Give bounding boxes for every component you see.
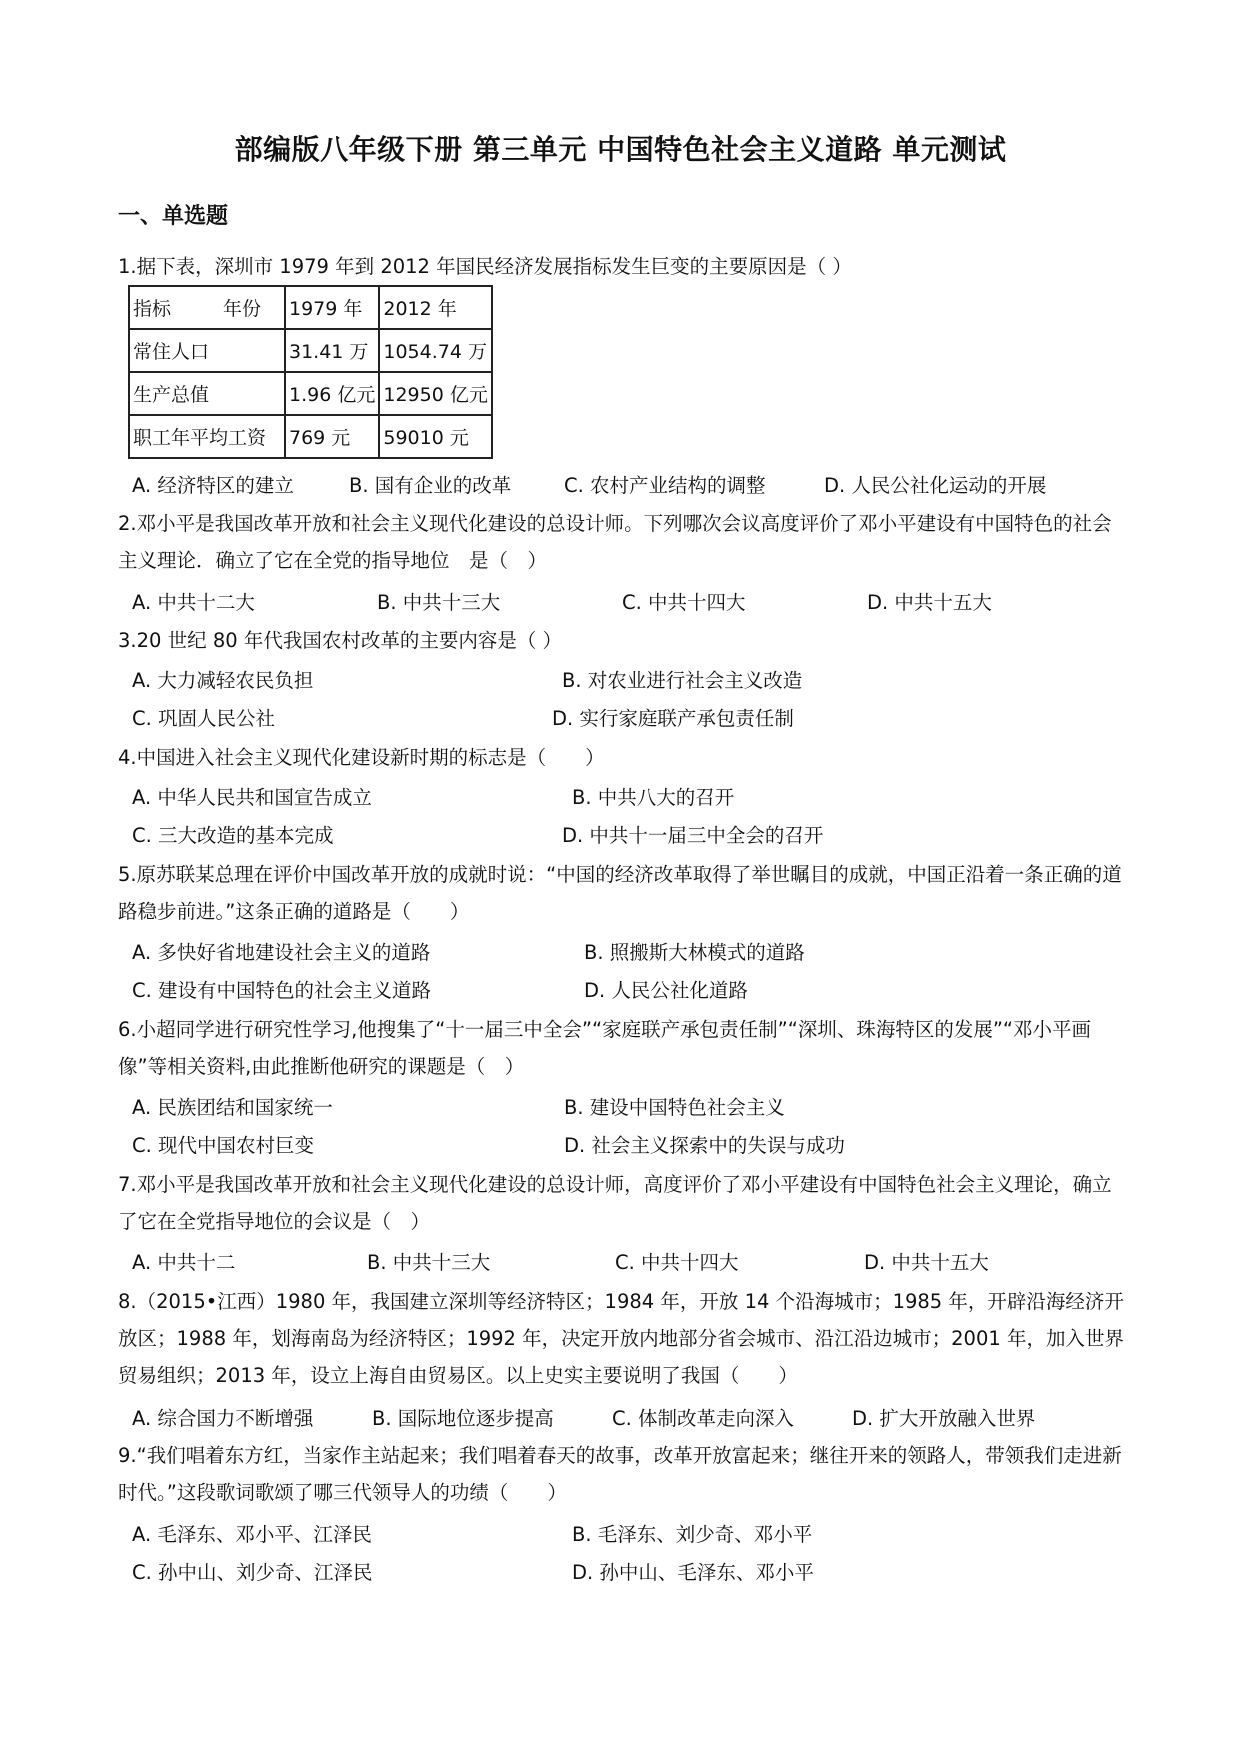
option-a[interactable]: A. 综合国力不断增强 — [132, 1407, 314, 1430]
table-row — [129, 329, 492, 372]
option-a[interactable]: A. 中华人民共和国宣告成立 — [132, 786, 372, 809]
option-d[interactable]: D. 中共十一届三中全会的召开 — [562, 824, 824, 847]
table-cell: 59010 元 — [379, 415, 491, 458]
question-1-options — [132, 470, 1132, 506]
option-d[interactable]: D. 人民公社化运动的开展 — [824, 474, 1047, 497]
option-d[interactable]: D. 扩大开放融入世界 — [852, 1407, 1036, 1430]
document-title: 部编版八年级下册 第三单元 中国特色社会主义道路 单元测试 — [234, 133, 1007, 166]
option-a[interactable]: A. 经济特区的建立 — [132, 474, 294, 497]
question-4-options-row2 — [132, 820, 1132, 856]
option-b[interactable]: B. 中共十三大 — [367, 1251, 491, 1274]
question-6-options-row2 — [132, 1130, 1132, 1166]
question-3-options-row2 — [132, 703, 1132, 739]
table-header-cell: 指标 年份 — [129, 286, 285, 329]
table-row — [129, 415, 492, 458]
question-9-options-row2 — [132, 1557, 1132, 1593]
question-7-options — [132, 1247, 1132, 1283]
question-3-options-row1 — [132, 665, 1132, 701]
table-cell: 职工年平均工资 — [129, 415, 285, 458]
option-d[interactable]: D. 孙中山、毛泽东、邓小平 — [572, 1561, 814, 1584]
question-5-options-row1 — [132, 937, 1132, 973]
option-d[interactable]: D. 社会主义探索中的失误与成功 — [564, 1134, 845, 1157]
table-row — [129, 372, 492, 415]
option-b[interactable]: B. 国有企业的改革 — [349, 474, 512, 497]
question-8-stem: 8.（2015•江西）1980 年，我国建立深圳等经济特区；1984 年，开放 14 个沿海城市；1985 年，开辟沿海经济开放区；1988 年，划海南岛为经济特区；1992 年，决定开放内地部分省会城市、沿江沿边城市；2001 年，加入世界贸易组织；2013 年，设立上海自由贸易区。以上史实主要说明了我国（ ） — [118, 1290, 1124, 1387]
option-c[interactable]: C. 中共十四大 — [622, 591, 746, 614]
table-header-cell: 2012 年 — [379, 286, 491, 329]
option-d[interactable]: D. 实行家庭联产承包责任制 — [552, 707, 794, 730]
option-b[interactable]: B. 建设中国特色社会主义 — [564, 1096, 785, 1119]
table-cell: 常住人口 — [129, 329, 285, 372]
question-2-stem: 2.邓小平是我国改革开放和社会主义现代化建设的总设计师。下列哪次会议高度评价了邓小平建设有中国特色的社会主义理论．确立了它在全党的指导地位 是（ ） — [118, 512, 1112, 572]
option-c[interactable]: C. 农村产业结构的调整 — [564, 474, 766, 497]
question-7-stem: 7.邓小平是我国改革开放和社会主义现代化建设的总设计师，高度评价了邓小平建设有中国特色社会主义理论，确立了它在全党指导地位的会议是（ ） — [118, 1173, 1112, 1233]
question-9-stem: 9.“我们唱着东方红，当家作主站起来；我们唱着春天的故事，改革开放富起来；继往开来的领路人，带领我们走进新时代。”这段歌词歌颂了哪三代领导人的功绩（ ） — [118, 1444, 1122, 1504]
table-cell: 31.41 万 — [285, 329, 379, 372]
option-d[interactable]: D. 中共十五大 — [867, 591, 992, 614]
option-a[interactable]: A. 中共十二 — [132, 1251, 236, 1274]
section-heading: 一、单选题 — [118, 204, 229, 229]
question-6-stem: 6.小超同学进行研究性学习,他搜集了“十一届三中全会”“家庭联产承包责任制”“深圳、珠海特区的发展”“邓小平画像”等相关资料,由此推断他研究的课题是（ ） — [118, 1018, 1092, 1078]
option-c[interactable]: C. 体制改革走向深入 — [612, 1407, 795, 1430]
option-b[interactable]: B. 照搬斯大林模式的道路 — [584, 941, 805, 964]
option-b[interactable]: B. 国际地位逐步提高 — [372, 1407, 554, 1430]
option-c[interactable]: C. 三大改造的基本完成 — [132, 824, 334, 847]
option-a[interactable]: A. 民族团结和国家统一 — [132, 1096, 333, 1119]
table-cell: 1.96 亿元 — [285, 372, 379, 415]
question-8-options — [132, 1403, 1132, 1439]
option-a[interactable]: A. 中共十二大 — [132, 591, 255, 614]
question-1-stem: 1.据下表，深圳市 1979 年到 2012 年国民经济发展指标发生巨变的主要原因是（ ） — [118, 255, 852, 278]
option-a[interactable]: A. 毛泽东、邓小平、江泽民 — [132, 1523, 372, 1546]
table-cell: 1054.74 万 — [379, 329, 491, 372]
question-4-options-row1 — [132, 782, 1132, 818]
option-c[interactable]: C. 孙中山、刘少奇、江泽民 — [132, 1561, 373, 1584]
question-4-stem: 4.中国进入社会主义现代化建设新时期的标志是（ ） — [118, 746, 605, 769]
question-3-stem: 3.20 世纪 80 年代我国农村改革的主要内容是（ ） — [118, 629, 563, 652]
option-b[interactable]: B. 中共十三大 — [377, 591, 501, 614]
option-d[interactable]: D. 人民公社化道路 — [584, 979, 748, 1002]
question-6-options-row1 — [132, 1092, 1132, 1128]
table-cell: 生产总值 — [129, 372, 285, 415]
option-b[interactable]: B. 中共八大的召开 — [572, 786, 735, 809]
option-d[interactable]: D. 中共十五大 — [864, 1251, 989, 1274]
option-c[interactable]: C. 中共十四大 — [615, 1251, 739, 1274]
question-5-options-row2 — [132, 975, 1132, 1011]
shenzhen-indicator-table — [128, 285, 493, 459]
question-9-options-row1 — [132, 1519, 1132, 1555]
option-c[interactable]: C. 现代中国农村巨变 — [132, 1134, 315, 1157]
option-b[interactable]: B. 毛泽东、刘少奇、邓小平 — [572, 1523, 813, 1546]
question-2-options — [132, 587, 1132, 623]
option-b[interactable]: B. 对农业进行社会主义改造 — [562, 669, 803, 692]
table-cell: 12950 亿元 — [379, 372, 491, 415]
option-c[interactable]: C. 巩固人民公社 — [132, 707, 276, 730]
table-cell: 769 元 — [285, 415, 379, 458]
option-c[interactable]: C. 建设有中国特色的社会主义道路 — [132, 979, 432, 1002]
option-a[interactable]: A. 大力减轻农民负担 — [132, 669, 314, 692]
table-header-row — [129, 286, 492, 329]
table-header-cell: 1979 年 — [285, 286, 379, 329]
question-5-stem: 5.原苏联某总理在评价中国改革开放的成就时说：“中国的经济改革取得了举世瞩目的成就，中国正沿着一条正确的道路稳步前进。”这条正确的道路是（ ） — [118, 863, 1122, 923]
option-a[interactable]: A. 多快好省地建设社会主义的道路 — [132, 941, 431, 964]
